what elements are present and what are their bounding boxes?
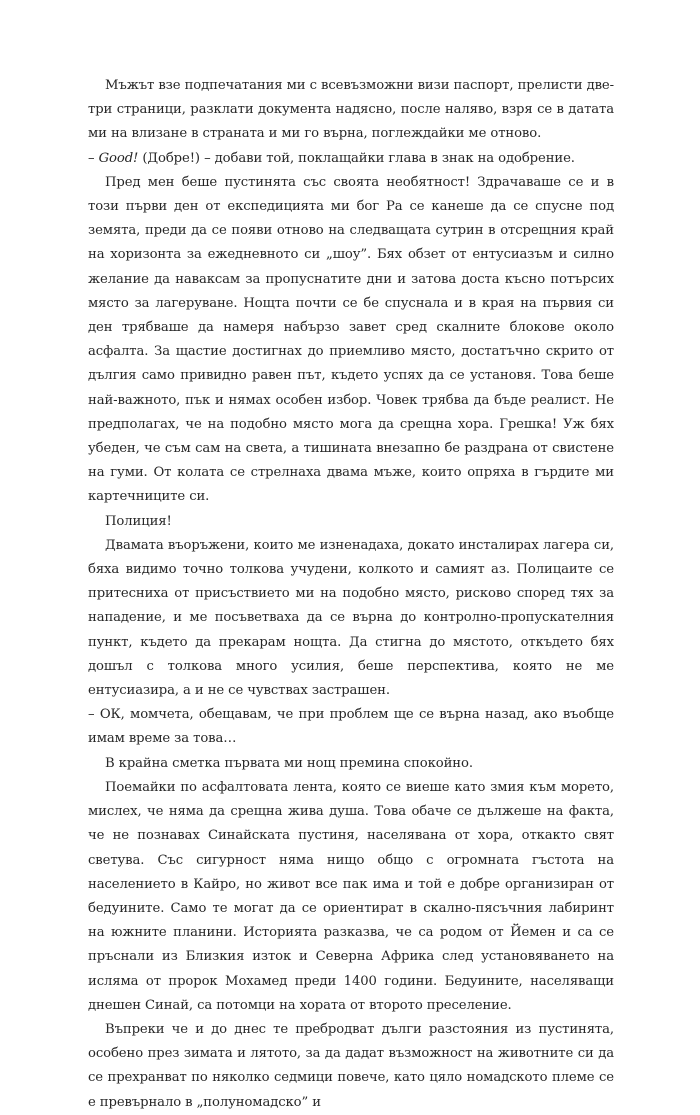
- paragraph: Полиция!: [105, 513, 172, 529]
- paragraph: Въпреки че и до днес те пребродват дълги разстояния из пустинята, особено през зимата и лятото, за да дадат възможност на животните си да се прехранват по няколко седмици повече, като цяло номадското племе се е превърнало в „полуномадско” и: [88, 1021, 614, 1110]
- paragraph: В крайна сметка първата ми нощ премина спокойно.: [105, 755, 473, 771]
- emphasized-word: Good!: [98, 150, 139, 166]
- dialogue-text: (Добре!) – добави той, поклащайки глава в знак на одобрение.: [138, 150, 575, 166]
- dash-prefix: –: [88, 150, 99, 166]
- paragraph: Двамата въоръжени, които ме изненадаха, докато инсталирах лагера си, бяха видимо точно толкова учудени, колкото и самият аз. Полицаите се притесниха от присъствието ми на подобно място, рисково според тях за нападение, и ме посъветваха да се върна до контролно-пропускателния пункт, където да прекарам нощта. Да стигна до мястото, откъдето бях дошъл с толкова много усилия, беше перспектива, която не ме ентусиазира, а и не се чувствах застрашен.: [88, 537, 614, 699]
- dialogue-paragraph: [88, 147, 614, 171]
- paragraph: Мъжът взе подпечатания ми с всевъзможни визи паспорт, прелисти две-три страници, разклати документа надясно, после наляво, взря се в датата ми на влизане в страната и ми го върна, поглеждайки ме отново.: [88, 78, 614, 142]
- paragraph: Пред мен беше пустинята със своята необятност! Здрачаваше се и в този първи ден от експедицията ми бог Ра се канеше да се спусне под земята, преди да се появи отново на следващата сутрин в отсрещния край на хоризонта за ежедневното си „шоу”. Бях обзет от ентусиазъм и силно желание да наваксам за пропуснатите дни и затова доста късно потърсих място за лагеруване. Нощта почти се бе спуснала и в края на първия си ден трябваше да намеря набързо завет сред скалните блокове около асфалта. За щастие достигнах до приемливо място, достатъчно скрито от дългия само привидно равен път, където успях да се установя. Това беше най-важното, пък и нямах особен избор. Човек трябва да бъде реалист. Не предполагах, че на подобно място мога да срещна хора. Грешка! Уж бях убеден, че съм сам на света, а тишината внезапно бе раздрана от свистене на гуми. От колата се стрелнаха двама мъже, които опряха в гърдите ми картечниците си.: [88, 174, 614, 505]
- dialogue-paragraph: – ОК, момчета, обещавам, че при проблем ще се върна назад, ако въобще имам време за това…: [88, 707, 614, 747]
- book-page: [88, 74, 614, 1115]
- paragraph: Поемайки по асфалтовата лента, която се виеше като змия към морето, мислех, че няма да срещна жива душа. Това обаче се дължеше на факта, че не познавах Синайската пустиня, населявана от хора, откакто свят светува. Със сигурност няма нищо общо с огромната гъстота на населението в Кайро, но живот все пак има и той е добре организиран от бедуините. Само те могат да се ориентират в скално-пясъчния лабиринт на южните планини. Историята разказва, че са родом от Йемен и са се пръснали из Близкия изток и Северна Африка след установяването на исляма от пророк Мохамед преди 1400 години. Бедуините, населяващи днешен Синай, са потомци на хората от второто преселение.: [88, 779, 614, 1013]
